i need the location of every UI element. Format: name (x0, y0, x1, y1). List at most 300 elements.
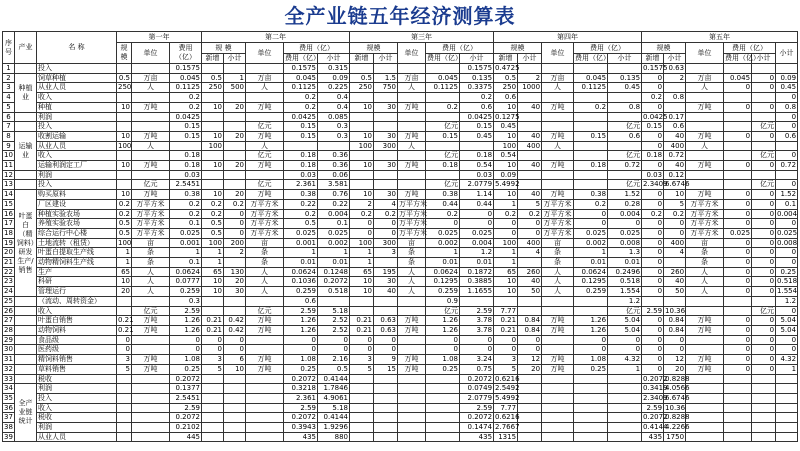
value-cell: 0 (117, 345, 132, 355)
value-cell: 亿元 (608, 180, 642, 190)
value-cell: 0 (350, 335, 374, 345)
item-name-cell: 叶蛋白销售 (37, 316, 117, 326)
value-cell (246, 393, 284, 403)
value-cell: 0.135 (460, 73, 494, 83)
value-cell (246, 413, 284, 423)
table-row (3, 306, 798, 316)
value-cell: 0 (724, 238, 752, 248)
table-row (3, 83, 798, 93)
value-cell (132, 151, 170, 161)
value-cell: 0.1 (776, 199, 798, 209)
value-cell: 30 (374, 190, 398, 200)
value-cell (518, 403, 542, 413)
value-cell: 0 (518, 219, 542, 229)
value-cell: 万吨 (542, 161, 574, 171)
value-cell: 6.6746 (665, 180, 690, 189)
value-cell (117, 393, 132, 403)
value-cell: 250 (202, 83, 224, 93)
value-cell (350, 180, 374, 190)
value-cell: 万平方米 (543, 228, 572, 237)
value-cell: 0.18 (460, 151, 494, 161)
value-cell: 1 (608, 364, 642, 374)
value-cell: 0 (350, 219, 374, 229)
header-fee-y5-sub: 费用（亿） (725, 54, 761, 62)
value-cell: 400 (518, 238, 542, 248)
value-cell: 1.26 (574, 316, 608, 326)
value-cell: 2.5451 (170, 393, 202, 403)
value-cell (542, 374, 574, 384)
value-cell: 435 (284, 432, 318, 442)
value-cell (350, 64, 374, 74)
value-cell (776, 64, 798, 74)
value-cell: 0 (752, 219, 776, 229)
value-cell: 65 (350, 267, 374, 277)
value-cell: 20 (224, 131, 246, 141)
value-cell: 万平方米 (543, 209, 572, 218)
value-cell (426, 384, 460, 394)
header-subtotal-y5-total: 小计 (776, 43, 798, 64)
row-number-cell: 25 (4, 296, 13, 305)
value-cell: 0.8 (664, 93, 686, 103)
value-cell (398, 393, 426, 403)
value-cell: 0.001 (170, 238, 202, 248)
value-cell: 0 (776, 345, 798, 355)
value-cell: 0 (284, 335, 318, 345)
value-cell (202, 180, 224, 190)
value-cell: 万平方米 (132, 199, 170, 209)
value-cell: 0.4144 (643, 423, 668, 432)
value-cell (724, 432, 752, 442)
value-cell: 亿元 (608, 306, 642, 316)
value-cell (398, 345, 426, 355)
value-cell: 万吨 (542, 131, 574, 141)
value-cell: 万平方米 (543, 199, 572, 208)
value-cell: 0.2 (426, 209, 460, 219)
value-cell: 12 (518, 355, 542, 365)
value-cell: 0.2 (284, 93, 318, 103)
sector-cell (15, 374, 37, 384)
value-cell (724, 403, 752, 413)
item-name-cell: 利润 (37, 423, 117, 433)
value-cell: 0.2 (284, 209, 318, 219)
value-cell: 1 (202, 248, 224, 258)
value-cell (608, 170, 642, 180)
value-cell (542, 180, 574, 190)
item-name-cell: 科研 (37, 277, 117, 287)
value-cell: 万吨 (398, 131, 426, 141)
value-cell: 0 (752, 190, 776, 200)
value-cell: 0 (752, 258, 776, 268)
value-cell: 0.2072 (460, 374, 494, 384)
value-cell: 0.18 (574, 161, 608, 171)
value-cell: 3.78 (460, 325, 494, 335)
value-cell: 10 (202, 277, 224, 287)
value-cell (170, 141, 202, 151)
value-cell (246, 403, 284, 413)
value-cell: 亿元 (752, 180, 776, 190)
value-cell (752, 403, 776, 413)
value-cell: 万吨 (686, 364, 724, 374)
value-cell: 0 (642, 355, 664, 365)
value-cell (608, 432, 642, 442)
value-cell (398, 64, 426, 74)
value-cell: 1.26 (284, 316, 318, 326)
row-number-cell: 32 (4, 364, 13, 373)
value-cell: 0.0425 (643, 112, 668, 121)
value-cell: 0 (642, 190, 664, 200)
value-cell: 0.5 (318, 364, 350, 374)
value-cell (284, 141, 318, 151)
row-number-cell: 26 (4, 306, 13, 315)
row-number-cell: 17 (4, 219, 13, 228)
value-cell: 0.6216 (495, 413, 520, 422)
value-cell: 30 (224, 287, 246, 297)
value-cell: 0 (724, 248, 752, 258)
value-cell: 0 (574, 209, 608, 219)
value-cell: 0.2 (426, 102, 460, 112)
value-cell: 1315 (494, 432, 518, 442)
value-cell: 445 (170, 432, 202, 442)
value-cell (202, 122, 224, 132)
value-cell (776, 413, 798, 423)
value-cell: 0.518 (318, 287, 350, 297)
value-cell: 40 (664, 277, 686, 287)
value-cell: 4.32 (776, 355, 798, 365)
value-cell: 条 (686, 248, 724, 258)
value-cell: 万平方米 (132, 209, 170, 219)
value-cell (224, 170, 246, 180)
value-cell: 20 (224, 190, 246, 200)
value-cell: 万平方米 (399, 219, 428, 228)
value-cell: 1 (574, 248, 608, 258)
value-cell: 亿元 (608, 122, 642, 132)
value-cell (542, 413, 574, 423)
value-cell: 0 (224, 228, 246, 238)
item-name-cell: 利润 (37, 384, 117, 394)
value-cell: 10 (350, 161, 374, 171)
value-cell: 0.42 (224, 325, 246, 335)
value-cell: 0.25 (776, 267, 798, 277)
row-number-cell: 7 (3, 122, 15, 132)
value-cell: 1750 (664, 432, 686, 442)
value-cell: 3.581 (318, 180, 350, 190)
row-number-cell: 12 (4, 170, 13, 179)
value-cell (608, 393, 642, 403)
value-cell: 10 (494, 131, 518, 141)
value-cell: 0 (752, 364, 776, 374)
value-cell: 人 (132, 141, 170, 151)
value-cell: 0 (224, 345, 246, 355)
sector-cell (15, 345, 37, 355)
row-number-cell: 2 (3, 73, 15, 83)
value-cell: 0.1036 (284, 277, 318, 287)
value-cell: 0.15 (170, 122, 202, 132)
value-cell: 1 (494, 258, 518, 268)
value-cell (664, 102, 686, 112)
item-name-cell: 管理运行 (37, 287, 117, 297)
value-cell: 0.84 (518, 325, 542, 335)
value-cell (224, 93, 246, 103)
value-cell: 0 (752, 83, 776, 93)
value-cell: 0.8 (608, 102, 642, 112)
value-cell (202, 296, 224, 306)
value-cell: 0.18 (170, 151, 202, 161)
value-cell: 50 (664, 287, 686, 297)
value-cell: 0.5 (202, 228, 224, 238)
value-cell: 万吨 (132, 102, 170, 112)
value-cell: 0.6 (664, 122, 686, 132)
value-cell: 0.36 (318, 161, 350, 171)
value-cell: 0 (642, 364, 664, 374)
value-cell (686, 170, 724, 180)
value-cell (202, 374, 224, 384)
value-cell: 0.045 (426, 73, 460, 83)
table-row (3, 258, 798, 268)
value-cell (117, 122, 132, 132)
row-number-cell: 11 (4, 161, 13, 170)
value-cell: 0.21 (350, 325, 374, 335)
table-row (3, 287, 798, 297)
value-cell: 40 (518, 161, 542, 171)
value-cell: 10 (494, 277, 518, 287)
value-cell (117, 151, 132, 161)
value-cell: 1 (494, 199, 518, 209)
table-row (3, 267, 798, 277)
value-cell (574, 170, 608, 180)
value-cell: 10 (117, 131, 132, 141)
value-cell: 0.84 (664, 316, 686, 326)
table-row (3, 384, 798, 394)
value-cell: 0.025 (426, 228, 460, 238)
value-cell (132, 170, 170, 180)
value-cell: 0.44 (426, 199, 460, 209)
header-unit-y4: 单位 (542, 43, 574, 64)
table-row (3, 64, 798, 74)
header-name: 名 称 (37, 32, 117, 64)
value-cell: 0.21 (202, 316, 224, 326)
value-cell: 0.2072 (170, 374, 202, 384)
value-cell: 260 (664, 267, 686, 277)
value-cell: 0.002 (574, 238, 608, 248)
value-cell (398, 413, 426, 423)
value-cell (752, 432, 776, 442)
row-number-cell: 8 (3, 131, 15, 141)
value-cell: 0.004 (608, 209, 642, 219)
value-cell: 0.15 (642, 122, 664, 132)
value-cell: 0.36 (318, 151, 350, 161)
value-cell: 3.24 (460, 355, 494, 365)
value-cell: 万亩 (686, 73, 724, 83)
value-cell (574, 423, 608, 433)
value-cell: 0 (642, 238, 664, 248)
value-cell: 0.2072 (643, 374, 668, 383)
item-name-cell: 税收 (37, 374, 117, 384)
value-cell: 万亩 (398, 73, 426, 83)
value-cell (132, 393, 170, 403)
value-cell (224, 64, 246, 74)
value-cell (518, 393, 542, 403)
value-cell (724, 64, 752, 74)
header-row-groups (3, 43, 798, 54)
value-cell: 1.2 (776, 296, 798, 306)
value-cell (542, 93, 574, 103)
value-cell: 10 (350, 287, 374, 297)
value-cell: 10 (494, 161, 518, 171)
header-scale-y4: 规模 (494, 43, 542, 54)
value-cell (686, 64, 724, 74)
value-cell (132, 64, 170, 74)
value-cell: 0.5 (117, 73, 132, 83)
header-fee-y2-sub: 费用（亿） (285, 54, 320, 62)
value-cell: 0 (494, 345, 518, 355)
table-row (3, 93, 798, 103)
value-cell (752, 170, 776, 180)
value-cell (350, 374, 374, 384)
value-cell: 万吨 (542, 190, 574, 200)
value-cell: 0 (642, 267, 664, 277)
value-cell: 0.4 (318, 102, 350, 112)
sector-label: 种植业 (15, 73, 37, 112)
table-row (3, 180, 798, 190)
value-cell: 万吨 (132, 190, 170, 200)
value-cell (398, 423, 426, 433)
value-cell: 0.2 (117, 199, 132, 209)
value-cell: 1.554 (608, 287, 642, 297)
value-cell: 万吨 (246, 102, 284, 112)
value-cell: 人 (132, 83, 170, 93)
value-cell: 0.25 (574, 364, 608, 374)
value-cell (642, 296, 664, 306)
value-cell: 0 (608, 335, 642, 345)
value-cell (374, 258, 398, 268)
value-cell: 0.01 (574, 258, 608, 268)
value-cell (374, 93, 398, 103)
value-cell: 0.22 (284, 199, 318, 209)
value-cell: 0 (374, 345, 398, 355)
value-cell (542, 151, 574, 161)
value-cell (686, 413, 724, 423)
value-cell: 5.04 (608, 316, 642, 326)
value-cell: 亿元 (246, 122, 284, 132)
value-cell: 人 (132, 277, 170, 287)
value-cell: 0.18 (426, 161, 460, 171)
value-cell: 条 (542, 258, 574, 268)
value-cell (664, 83, 686, 93)
value-cell: 10 (350, 277, 374, 287)
value-cell: 3 (202, 355, 224, 365)
value-cell: 0 (724, 267, 752, 277)
value-cell (374, 122, 398, 132)
value-cell: 0.2 (574, 102, 608, 112)
value-cell: 0.045 (284, 73, 318, 83)
value-cell (224, 403, 246, 413)
table-row (3, 151, 798, 161)
value-cell: 0 (724, 287, 752, 297)
value-cell (224, 393, 246, 403)
value-cell (724, 151, 752, 161)
value-cell: 人 (132, 287, 170, 297)
value-cell: 0 (752, 325, 776, 335)
value-cell (202, 423, 224, 433)
value-cell: 0 (460, 345, 494, 355)
value-cell (117, 64, 132, 74)
row-number-cell: 39 (4, 432, 13, 441)
value-cell: 10 (117, 277, 132, 287)
value-cell (686, 151, 724, 161)
value-cell: 0.2 (518, 209, 542, 219)
value-cell: 4.2266 (665, 423, 690, 432)
value-cell: 0.8 (776, 102, 798, 112)
value-cell: 100 (350, 141, 374, 151)
sector-cell (15, 325, 37, 335)
value-cell: 0.025 (574, 228, 608, 238)
item-name-cell: 投入 (37, 122, 117, 132)
value-cell: 万吨 (132, 316, 170, 326)
header-unit-y2: 单位 (246, 43, 284, 64)
header-fee-y1: 费用（亿） (170, 43, 202, 64)
table-row (3, 345, 798, 355)
item-name-cell: 生产 (37, 267, 117, 277)
value-cell: 万平方米 (399, 199, 428, 208)
value-cell: 5 (350, 364, 374, 374)
value-cell: 万吨 (686, 355, 724, 365)
value-cell: 4.0566 (665, 384, 690, 393)
table-row (3, 316, 798, 326)
value-cell: 0 (608, 219, 642, 229)
value-cell (752, 384, 776, 394)
value-cell (542, 306, 574, 316)
value-cell (776, 374, 798, 384)
value-cell (374, 170, 398, 180)
header-subtotal-y3: 小计 (374, 54, 398, 64)
value-cell (374, 306, 398, 316)
value-cell: 0.045 (574, 73, 608, 83)
value-cell: 万吨 (542, 355, 574, 365)
value-cell: 0 (426, 219, 460, 229)
value-cell: 亿元 (132, 180, 170, 190)
value-cell (574, 64, 608, 74)
value-cell: 2.59 (460, 306, 494, 316)
value-cell: 0 (724, 345, 752, 355)
value-cell: 10 (494, 102, 518, 112)
value-cell: 0.2 (642, 93, 664, 103)
value-cell: 0 (202, 335, 224, 345)
value-cell (426, 112, 460, 122)
value-cell (374, 403, 398, 413)
value-cell: 0.6 (608, 131, 642, 141)
value-cell: 万吨 (246, 364, 284, 374)
value-cell (350, 423, 374, 433)
value-cell (752, 93, 776, 103)
value-cell (608, 413, 642, 423)
value-cell: 0.2072 (643, 413, 668, 422)
row-number-cell: 29 (4, 335, 13, 344)
value-cell: 0.3375 (460, 83, 494, 93)
value-cell: 0.3 (318, 122, 350, 132)
value-cell: 万吨 (246, 190, 284, 200)
value-cell: 9 (374, 355, 398, 365)
value-cell: 10 (350, 131, 374, 141)
value-cell: 万吨 (686, 325, 724, 335)
value-cell: 万吨 (542, 364, 574, 374)
value-cell: 0.001 (284, 238, 318, 248)
value-cell: 0.2072 (460, 413, 494, 423)
row-number-cell: 24 (4, 287, 13, 296)
value-cell: 5 (664, 199, 686, 209)
row-number-cell: 20 (4, 248, 13, 257)
value-cell: 1.2 (608, 296, 642, 306)
value-cell: 1.554 (777, 287, 798, 296)
